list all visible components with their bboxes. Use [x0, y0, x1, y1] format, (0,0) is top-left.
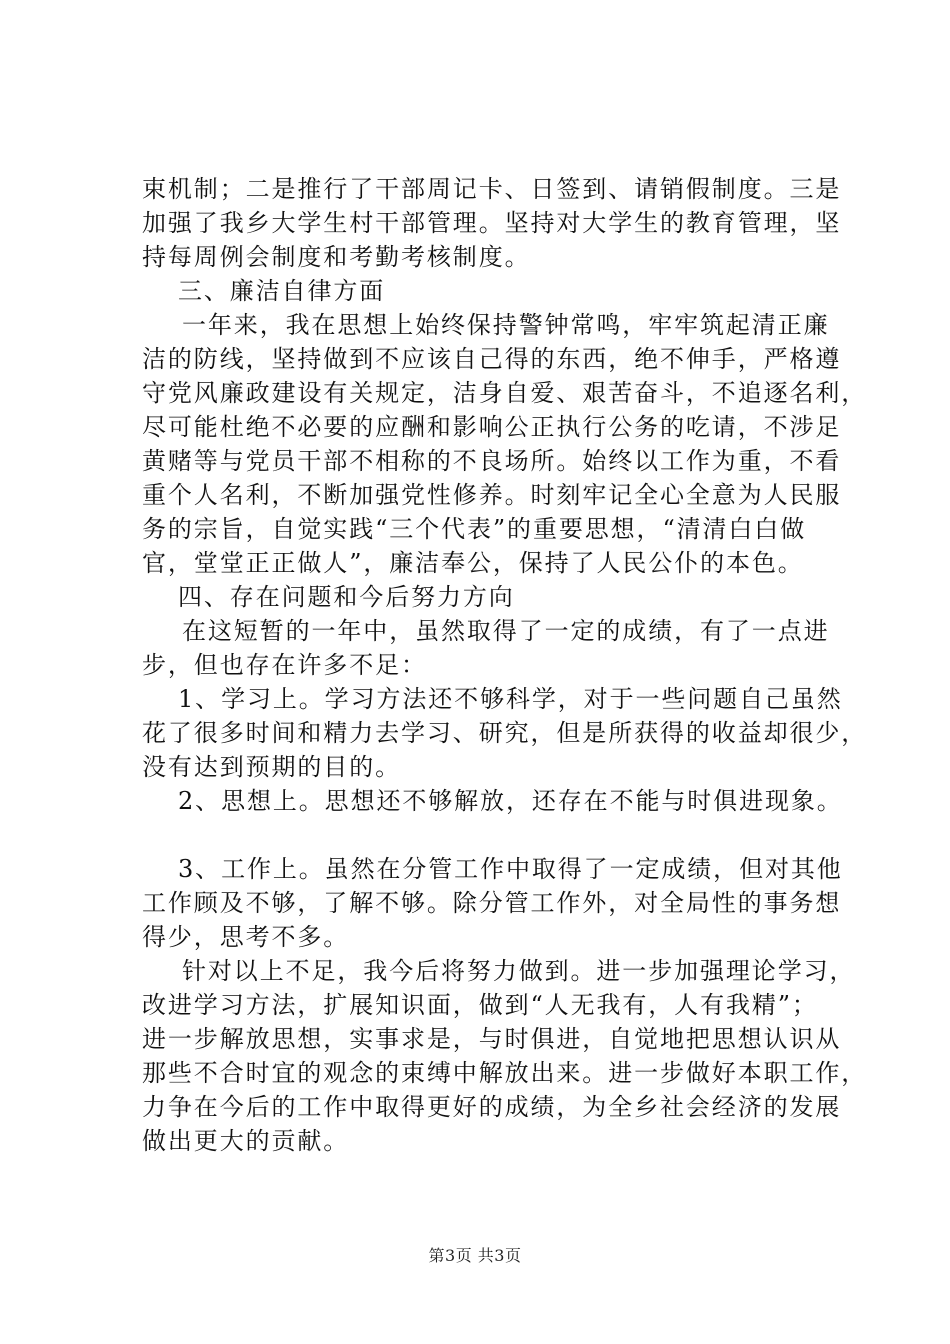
- text-line: 针对以上不足，我今后将努力做到。进一步加强理论学习，: [182, 957, 856, 985]
- text-line: 一年来，我在思想上始终保持警钟常鸣，牢牢筑起清正廉: [182, 311, 830, 339]
- text-line: 力争在今后的工作中取得更好的成绩，为全乡社会经济的发展: [142, 1093, 842, 1121]
- text-line: 务的宗旨，自觉实践“三个代表”的重要思想，“清清白白做: [142, 515, 807, 543]
- page-number-footer: 第3页 共3页: [428, 1246, 522, 1265]
- text-line: 那些不合时宜的观念的束缚中解放出来。进一步做好本职工作，: [142, 1059, 868, 1087]
- text-line: 进一步解放思想，实事求是，与时俱进，自觉地把思想认识从: [142, 1025, 842, 1053]
- text-line: 加强了我乡大学生村干部管理。坚持对大学生的教育管理，坚: [142, 209, 842, 237]
- text-line: 洁的防线，坚持做到不应该自己得的东西，绝不伸手，严格遵: [142, 345, 842, 373]
- paragraph-problem-work: [142, 852, 842, 954]
- text-line: 改进学习方法，扩展知识面，做到“人无我有，人有我精”；: [142, 991, 818, 1019]
- text-line: 没有达到预期的目的。: [142, 753, 401, 781]
- text-line: 持每周例会制度和考勤考核制度。: [142, 243, 531, 271]
- paragraph-problem-thinking: [142, 784, 842, 818]
- text-line: 2、思想上。思想还不够解放，还存在不能与时俱进现象。: [178, 787, 843, 815]
- text-line: 1、学习上。学习方法还不够科学，对于一些问题自己虽然: [178, 685, 843, 713]
- text-line: 四、存在问题和今后努力方向: [178, 583, 515, 611]
- text-line: 黄赌等与党员干部不相称的不良场所。始终以工作为重，不看: [142, 447, 842, 475]
- section-heading-problems: [142, 580, 842, 614]
- text-line: 重个人名利，不断加强党性修养。时刻牢记全心全意为人民服: [142, 481, 842, 509]
- paragraph-discipline-measures: [142, 172, 842, 274]
- text-line: 三、廉洁自律方面: [178, 277, 386, 305]
- text-line: 守党风廉政建设有关规定，洁身自爱、艰苦奋斗，不追逐名利，: [142, 379, 868, 407]
- text-line: 束机制；二是推行了干部周记卡、日签到、请销假制度。三是: [142, 175, 842, 203]
- document-body: [142, 172, 868, 1158]
- text-line: 花了很多时间和精力去学习、研究，但是所获得的收益却很少，: [142, 719, 868, 747]
- text-line: 在这短暂的一年中，虽然取得了一定的成绩，有了一点进: [182, 617, 830, 645]
- text-line: 官，堂堂正正做人”，廉洁奉公，保持了人民公仆的本色。: [142, 549, 804, 577]
- text-line: 做出更大的贡献。: [142, 1127, 350, 1155]
- paragraph-problem-study: [142, 682, 868, 784]
- text-line: 尽可能杜绝不必要的应酬和影响公正执行公务的吃请，不涉足: [142, 413, 842, 441]
- paragraph-problems-intro: [142, 614, 842, 682]
- section-heading-integrity: [142, 274, 842, 308]
- paragraph-improvement-plan: [142, 954, 868, 1158]
- text-line: 得少，思考不多。: [142, 923, 350, 951]
- text-line: 步，但也存在许多不足：: [142, 651, 427, 679]
- paragraph-integrity: [142, 308, 868, 580]
- text-line: 工作顾及不够，了解不够。除分管工作外，对全局性的事务想: [142, 889, 842, 917]
- text-line: 3、工作上。虽然在分管工作中取得了一定成绩，但对其他: [178, 855, 843, 883]
